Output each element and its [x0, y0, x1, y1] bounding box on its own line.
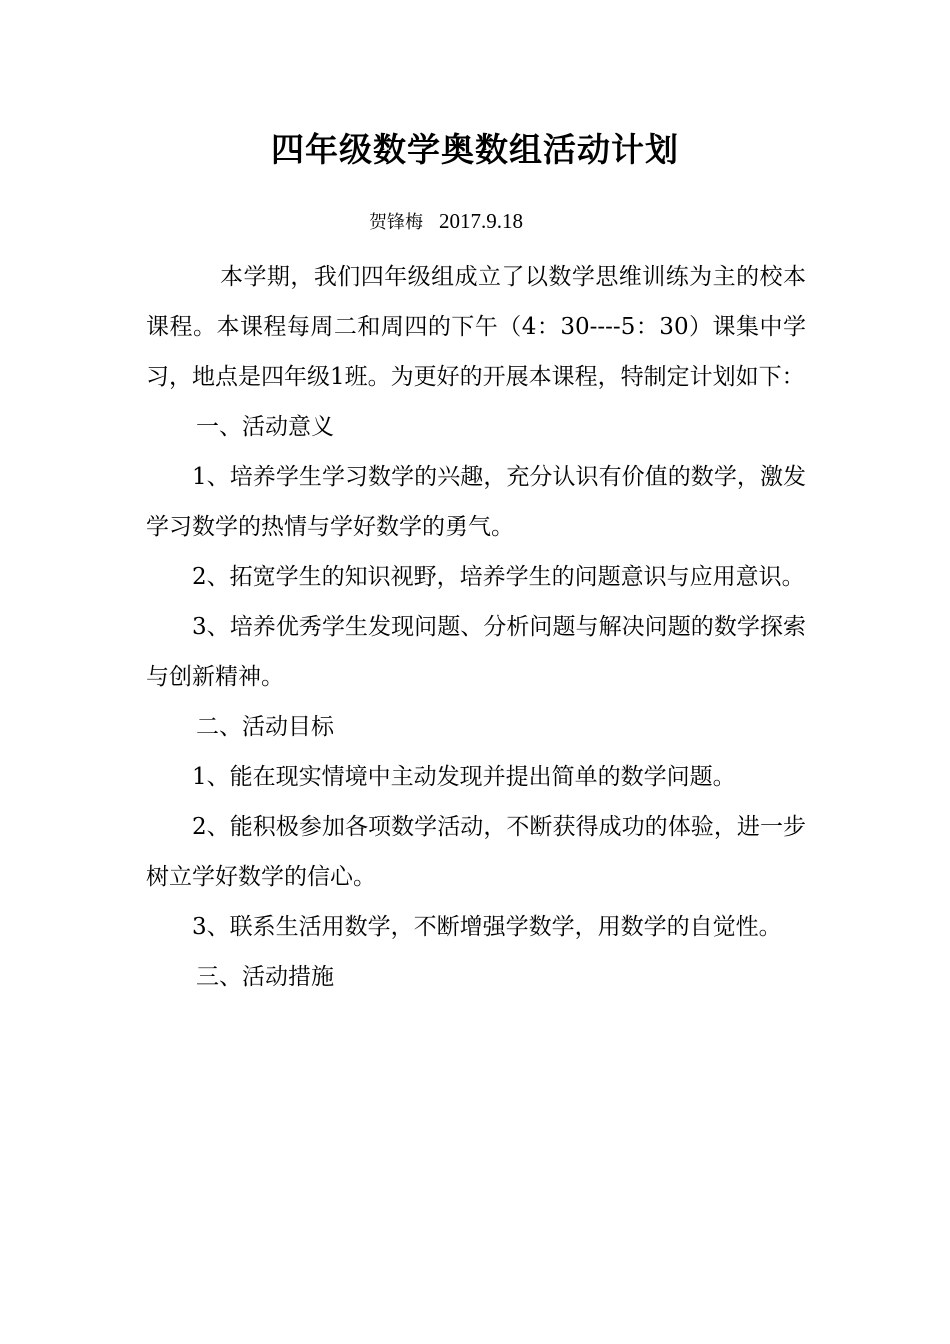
document-body: [146, 252, 806, 1002]
section-heading-goals: 二、活动目标: [196, 714, 334, 740]
section-heading-significance: 一、活动意义: [196, 414, 334, 440]
document-date: 2017.9.18: [439, 209, 523, 233]
document-title: 四年级数学奥数组活动计划: [271, 130, 679, 169]
significance-item-3: 3、培养优秀学生发现问题、分析问题与解决问题的数学探索与创新精神。: [146, 614, 806, 690]
goals-item-1: 1、能在现实情境中主动发现并提出简单的数学问题。: [192, 764, 736, 790]
byline: [369, 206, 523, 238]
author-name: 贺锋梅: [369, 212, 423, 233]
goals-item-2: 2、能积极参加各项数学活动，不断获得成功的体验，进一步树立学好数学的信心。: [146, 814, 806, 890]
goals-item-3: 3、联系生活用数学，不断增强学数学，用数学的自觉性。: [192, 914, 782, 940]
intro-paragraph: 本学期，我们四年级组成立了以数学思维训练为主的校本课程。本课程每周二和周四的下午（4：30----5：30）课集中学习，地点是四年级1班。为更好的开展本课程，特制定计划如下：: [146, 264, 806, 390]
significance-item-1: 1、培养学生学习数学的兴趣，充分认识有价值的数学，激发学习数学的热情与学好数学的勇气。: [146, 464, 806, 540]
significance-item-2: 2、拓宽学生的知识视野，培养学生的问题意识与应用意识。: [192, 564, 805, 590]
section-heading-measures: 三、活动措施: [196, 964, 334, 990]
